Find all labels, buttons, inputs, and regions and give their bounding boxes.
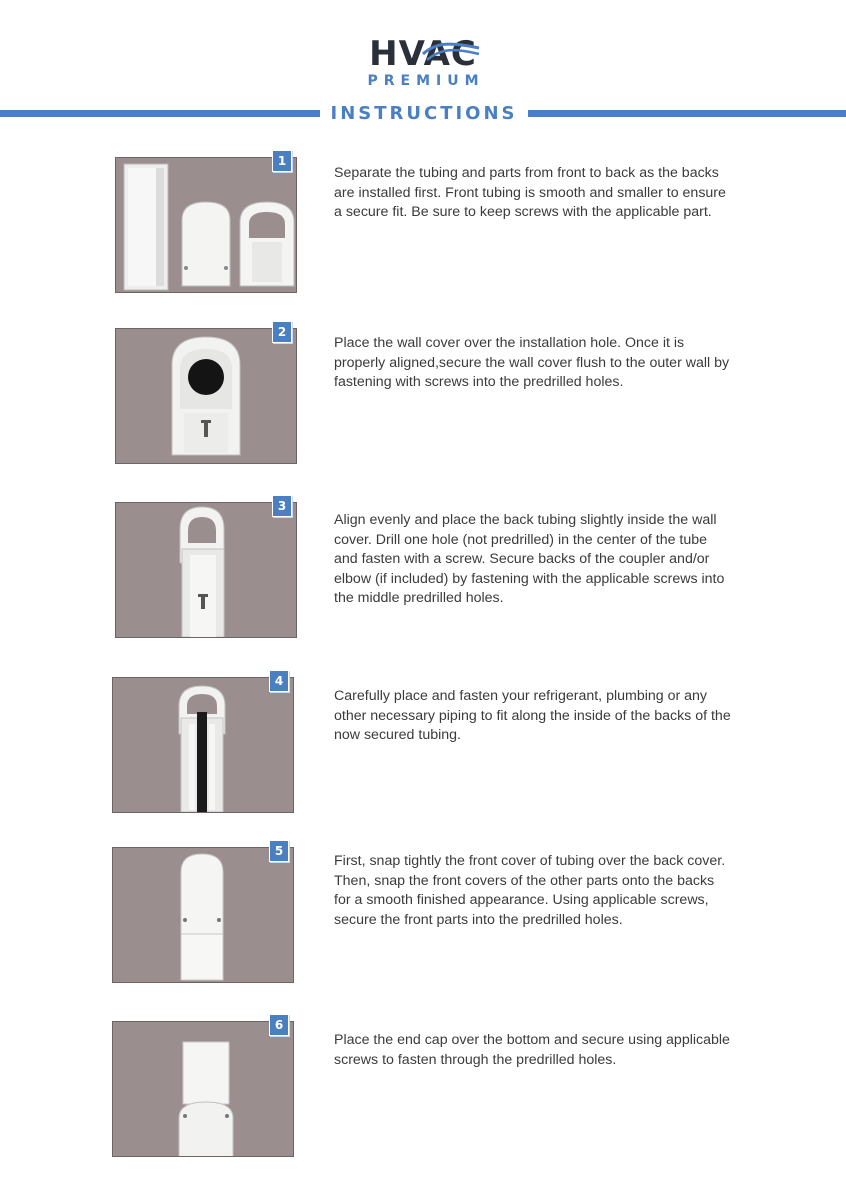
step-number-badge: 6 — [269, 1014, 289, 1036]
step-number-badge: 2 — [272, 321, 292, 343]
logo-text: HVAC — [369, 34, 477, 74]
back-tubing-illustration — [116, 503, 297, 638]
step-description: Carefully place and fasten your refrigerant, plumbing or any other necessary piping to fit along the inside of the backs of the now secured tubing. — [334, 688, 731, 744]
step-number-badge: 3 — [272, 495, 292, 517]
step-description: Place the wall cover over the installation hole. Once it is properly aligned,secure the wall cover flush to the outer wall by fastening with screws into the predrilled holes. — [334, 335, 730, 391]
step-number-badge: 5 — [269, 840, 289, 862]
end-cap-photo — [112, 1021, 294, 1157]
tubing-parts-illustration — [116, 158, 297, 293]
step-description: Align evenly and place the back tubing slightly inside the wall cover. Drill one hole (not predrilled) in the center of the tube and fasten with a screw. Secure backs of the coupler and/or elbow (if included) by fastening with the applicable screws into the middle predrilled holes. — [334, 512, 725, 607]
step-3 — [0, 499, 846, 642]
logo-tagline: PREMIUM — [367, 73, 485, 89]
tubing-parts-photo — [115, 157, 297, 293]
instructions-banner — [0, 103, 846, 125]
logo-wordmark — [369, 36, 477, 72]
step-5 — [0, 844, 846, 987]
front-cover-illustration — [113, 848, 294, 983]
step-number-badge: 4 — [269, 670, 289, 692]
swoosh-icon — [421, 40, 481, 66]
wall-cover-photo — [115, 328, 297, 464]
banner-divider-left — [0, 110, 320, 117]
banner-divider-right — [528, 110, 846, 117]
front-cover-photo — [112, 847, 294, 983]
back-tubing-photo — [115, 502, 297, 638]
page-title: INSTRUCTIONS — [330, 103, 518, 124]
wall-cover-illustration — [116, 329, 297, 464]
step-2 — [0, 325, 846, 468]
end-cap-illustration — [113, 1022, 294, 1157]
step-description: First, snap tightly the front cover of tubing over the back cover. Then, snap the front covers of the other parts onto the backs for a smooth finished appearance. Using applicable screws, secure the front parts into the predrilled holes. — [334, 853, 726, 928]
step-1 — [0, 154, 846, 297]
step-number-badge: 1 — [272, 150, 292, 172]
brand-logo — [0, 36, 846, 89]
step-description: Place the end cap over the bottom and secure using applicable screws to fasten through the predrilled holes. — [334, 1032, 730, 1068]
step-description: Separate the tubing and parts from front to back as the backs are installed first. Front tubing is smooth and smaller to ensure a secure fit. Be sure to keep screws with the applicable part. — [334, 165, 726, 221]
step-4 — [0, 674, 846, 817]
piping-illustration — [113, 678, 294, 813]
step-6 — [0, 1018, 846, 1161]
piping-photo — [112, 677, 294, 813]
